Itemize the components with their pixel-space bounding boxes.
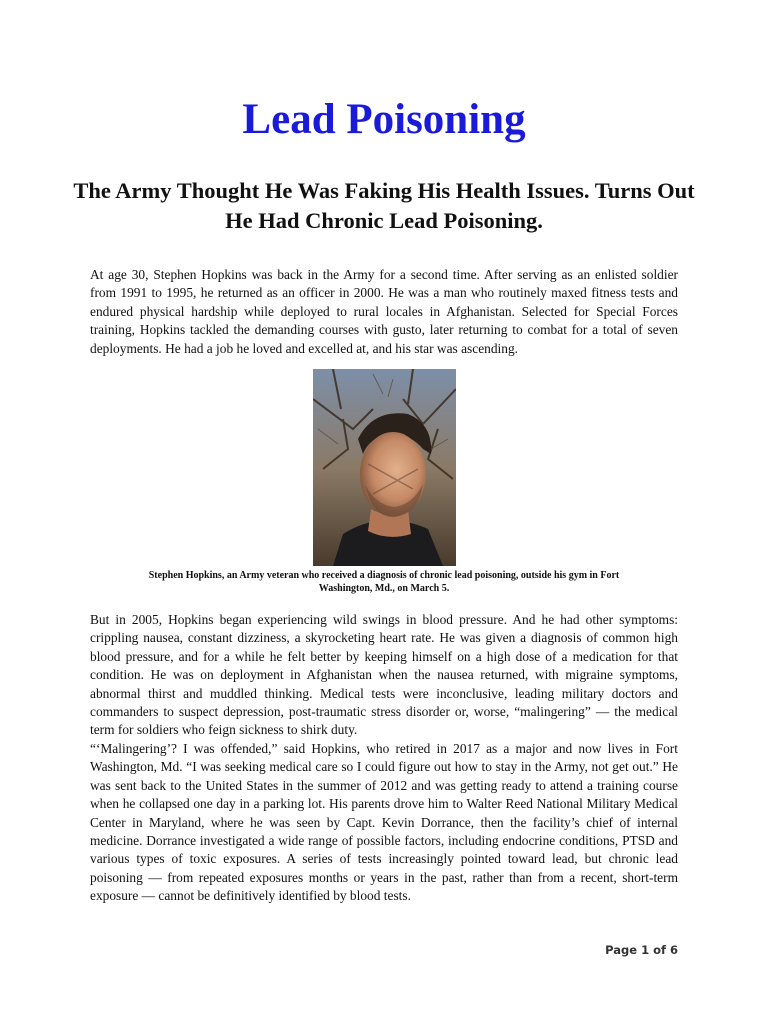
paragraph-2: But in 2005, Hopkins began experiencing wild swings in blood pressure. And he had other symptoms: crippling nausea, constant dizziness, a skyrocketing heart rate. He was given a diagnosis of common high blood pressure, and for a while he felt better by keeping himself on a high dose of a medication for that condition. He was on deployment in Afghanistan when the nausea returned, with migraine symptoms, abnormal thirst and muddled thinking. Medical tests were inconclusive, leading military doctors and commanders to suspect depression, post-traumatic stress disorder or, worse, “malingering” — the medical term for soldiers who feign sickness to shirk duty.	[90, 612, 678, 738]
portrait-photo	[313, 369, 456, 566]
document-title: Lead Poisoning	[242, 96, 526, 143]
photo-caption: Stephen Hopkins, an Army veteran who received a diagnosis of chronic lead poisoning, outside his gym in Fort Washington, Md., on March 5.	[148, 570, 620, 594]
paragraph-3: “‘Malingering’? I was offended,” said Hopkins, who retired in 2017 as a major and now lives in Fort Washington, Md. “I was seeking medical care so I could figure out how to stay in the Army, not get out.” He was sent back to the United States in the summer of 2012 and was getting ready to attend a training course when he collapsed one day in a parking lot. His parents drove him to Walter Reed National Military Medical Center in Maryland, where he was seen by Capt. Kevin Dorrance, then the facility’s chief of internal medicine. Dorrance investigated a wide range of possible factors, including endocrine conditions, PTSD and various types of toxic exposures. A series of tests increasingly pointed toward lead, but chronic lead poisoning — from repeated exposures months or years in the past, rather than from a recent, short-term exposure — cannot be definitively identified by blood tests.	[90, 741, 678, 904]
article-headline: The Army Thought He Was Faking His Health Issues. Turns Out He Had Chronic Lead Poisoning.	[73, 178, 695, 233]
paragraph-1: At age 30, Stephen Hopkins was back in the Army for a second time. After serving as an enlisted soldier from 1991 to 1995, he returned as an officer in 2000. He was a man who routinely maxed fitness tests and endured physical hardship while deployed to rural locales in Afghanistan. Selected for Special Forces training, Hopkins tackled the demanding courses with gusto, later returning to combat for a total of seven deployments. He had a job he loved and excelled at, and his star was ascending.	[90, 267, 678, 356]
page-number: Page 1 of 6	[605, 943, 678, 957]
